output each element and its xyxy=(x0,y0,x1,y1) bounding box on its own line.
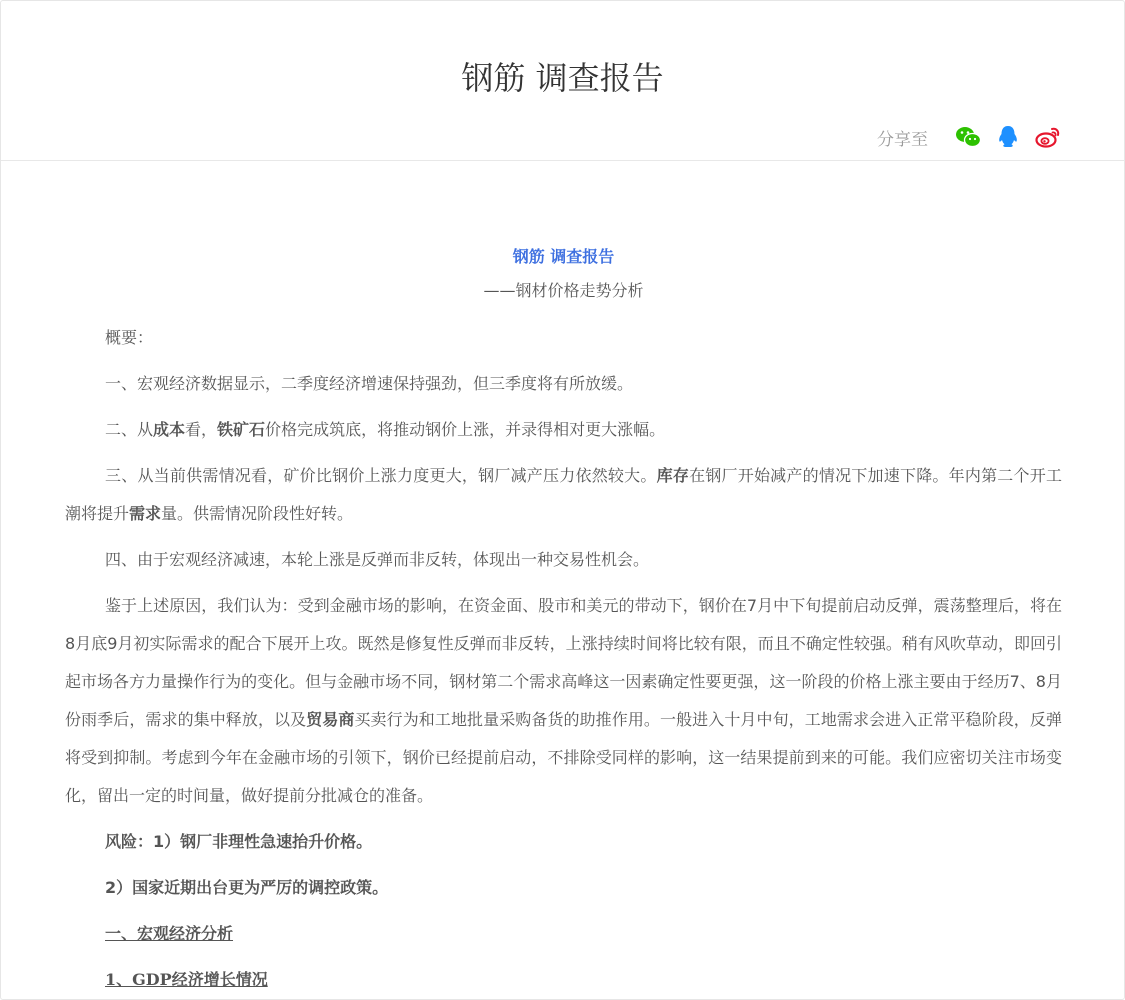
article-body xyxy=(65,241,1062,1000)
page-header xyxy=(1,1,1124,161)
paragraph-4: 四、由于宏观经济减速，本轮上涨是反弹而非反转，体现出一种交易性机会。 xyxy=(105,550,650,569)
article-subtitle: ——钢材价格走势分析 xyxy=(483,281,644,300)
share-bar xyxy=(877,123,1062,151)
share-label: 分享至 xyxy=(877,129,928,150)
weibo-icon[interactable] xyxy=(1034,123,1062,151)
wechat-icon[interactable] xyxy=(954,123,982,151)
page-title: 钢筋 调查报告 xyxy=(461,59,664,97)
paragraph-2: 二、从成本看，铁矿石价格完成筑底，将推动钢价上涨，并录得相对更大涨幅。 xyxy=(105,420,666,439)
article-title: 钢筋 调查报告 xyxy=(512,247,615,266)
qq-icon[interactable] xyxy=(994,123,1022,151)
section-heading-gdp: 1、GDP经济增长情况 xyxy=(105,970,268,989)
paragraph-1: 一、宏观经济数据显示，二季度经济增速保持强劲，但三季度将有所放缓。 xyxy=(105,374,634,393)
summary-label: 概要： xyxy=(105,328,154,347)
paragraph-3: 三、从当前供需情况看，矿价比钢价上涨力度更大，钢厂减产压力依然较大。库存在钢厂开始减产的情况下加速下降。年内第二个开工潮将提升需求量。供需情况阶段性好转。 xyxy=(65,466,1062,523)
section-heading-macro: 一、宏观经济分析 xyxy=(105,924,234,943)
paragraph-5: 鉴于上述原因，我们认为：受到金融市场的影响，在资金面、股市和美元的带动下，钢价在7月中下旬提前启动反弹，震荡整理后，将在8月底9月初实际需求的配合下展开上攻。既然是修复性反弹而非反转，上涨持续时间将比较有限，而且不确定性较强。稍有风吹草动，即回引起市场各方力量操作行为的变化。但与金融市场不同，钢材第二个需求高峰这一因素确定性要更强，这一阶段的价格上涨主要由于经历7、8月份雨季后，需求的集中释放，以及贸易商买卖行为和工地批量采购备货的助推作用。一般进入十月中旬，工地需求会进入正常平稳阶段，反弹将受到抑制。考虑到今年在金融市场的引领下，钢价已经提前启动，不排除受同样的影响，这一结果提前到来的可能。我们应密切关注市场变化，留出一定的时间量，做好提前分批减仓的准备。 xyxy=(65,596,1062,805)
risk-1: 风险：1）钢厂非理性急速抬升价格。 xyxy=(105,832,373,851)
risk-2: 2）国家近期出台更为严厉的调控政策。 xyxy=(105,878,389,897)
